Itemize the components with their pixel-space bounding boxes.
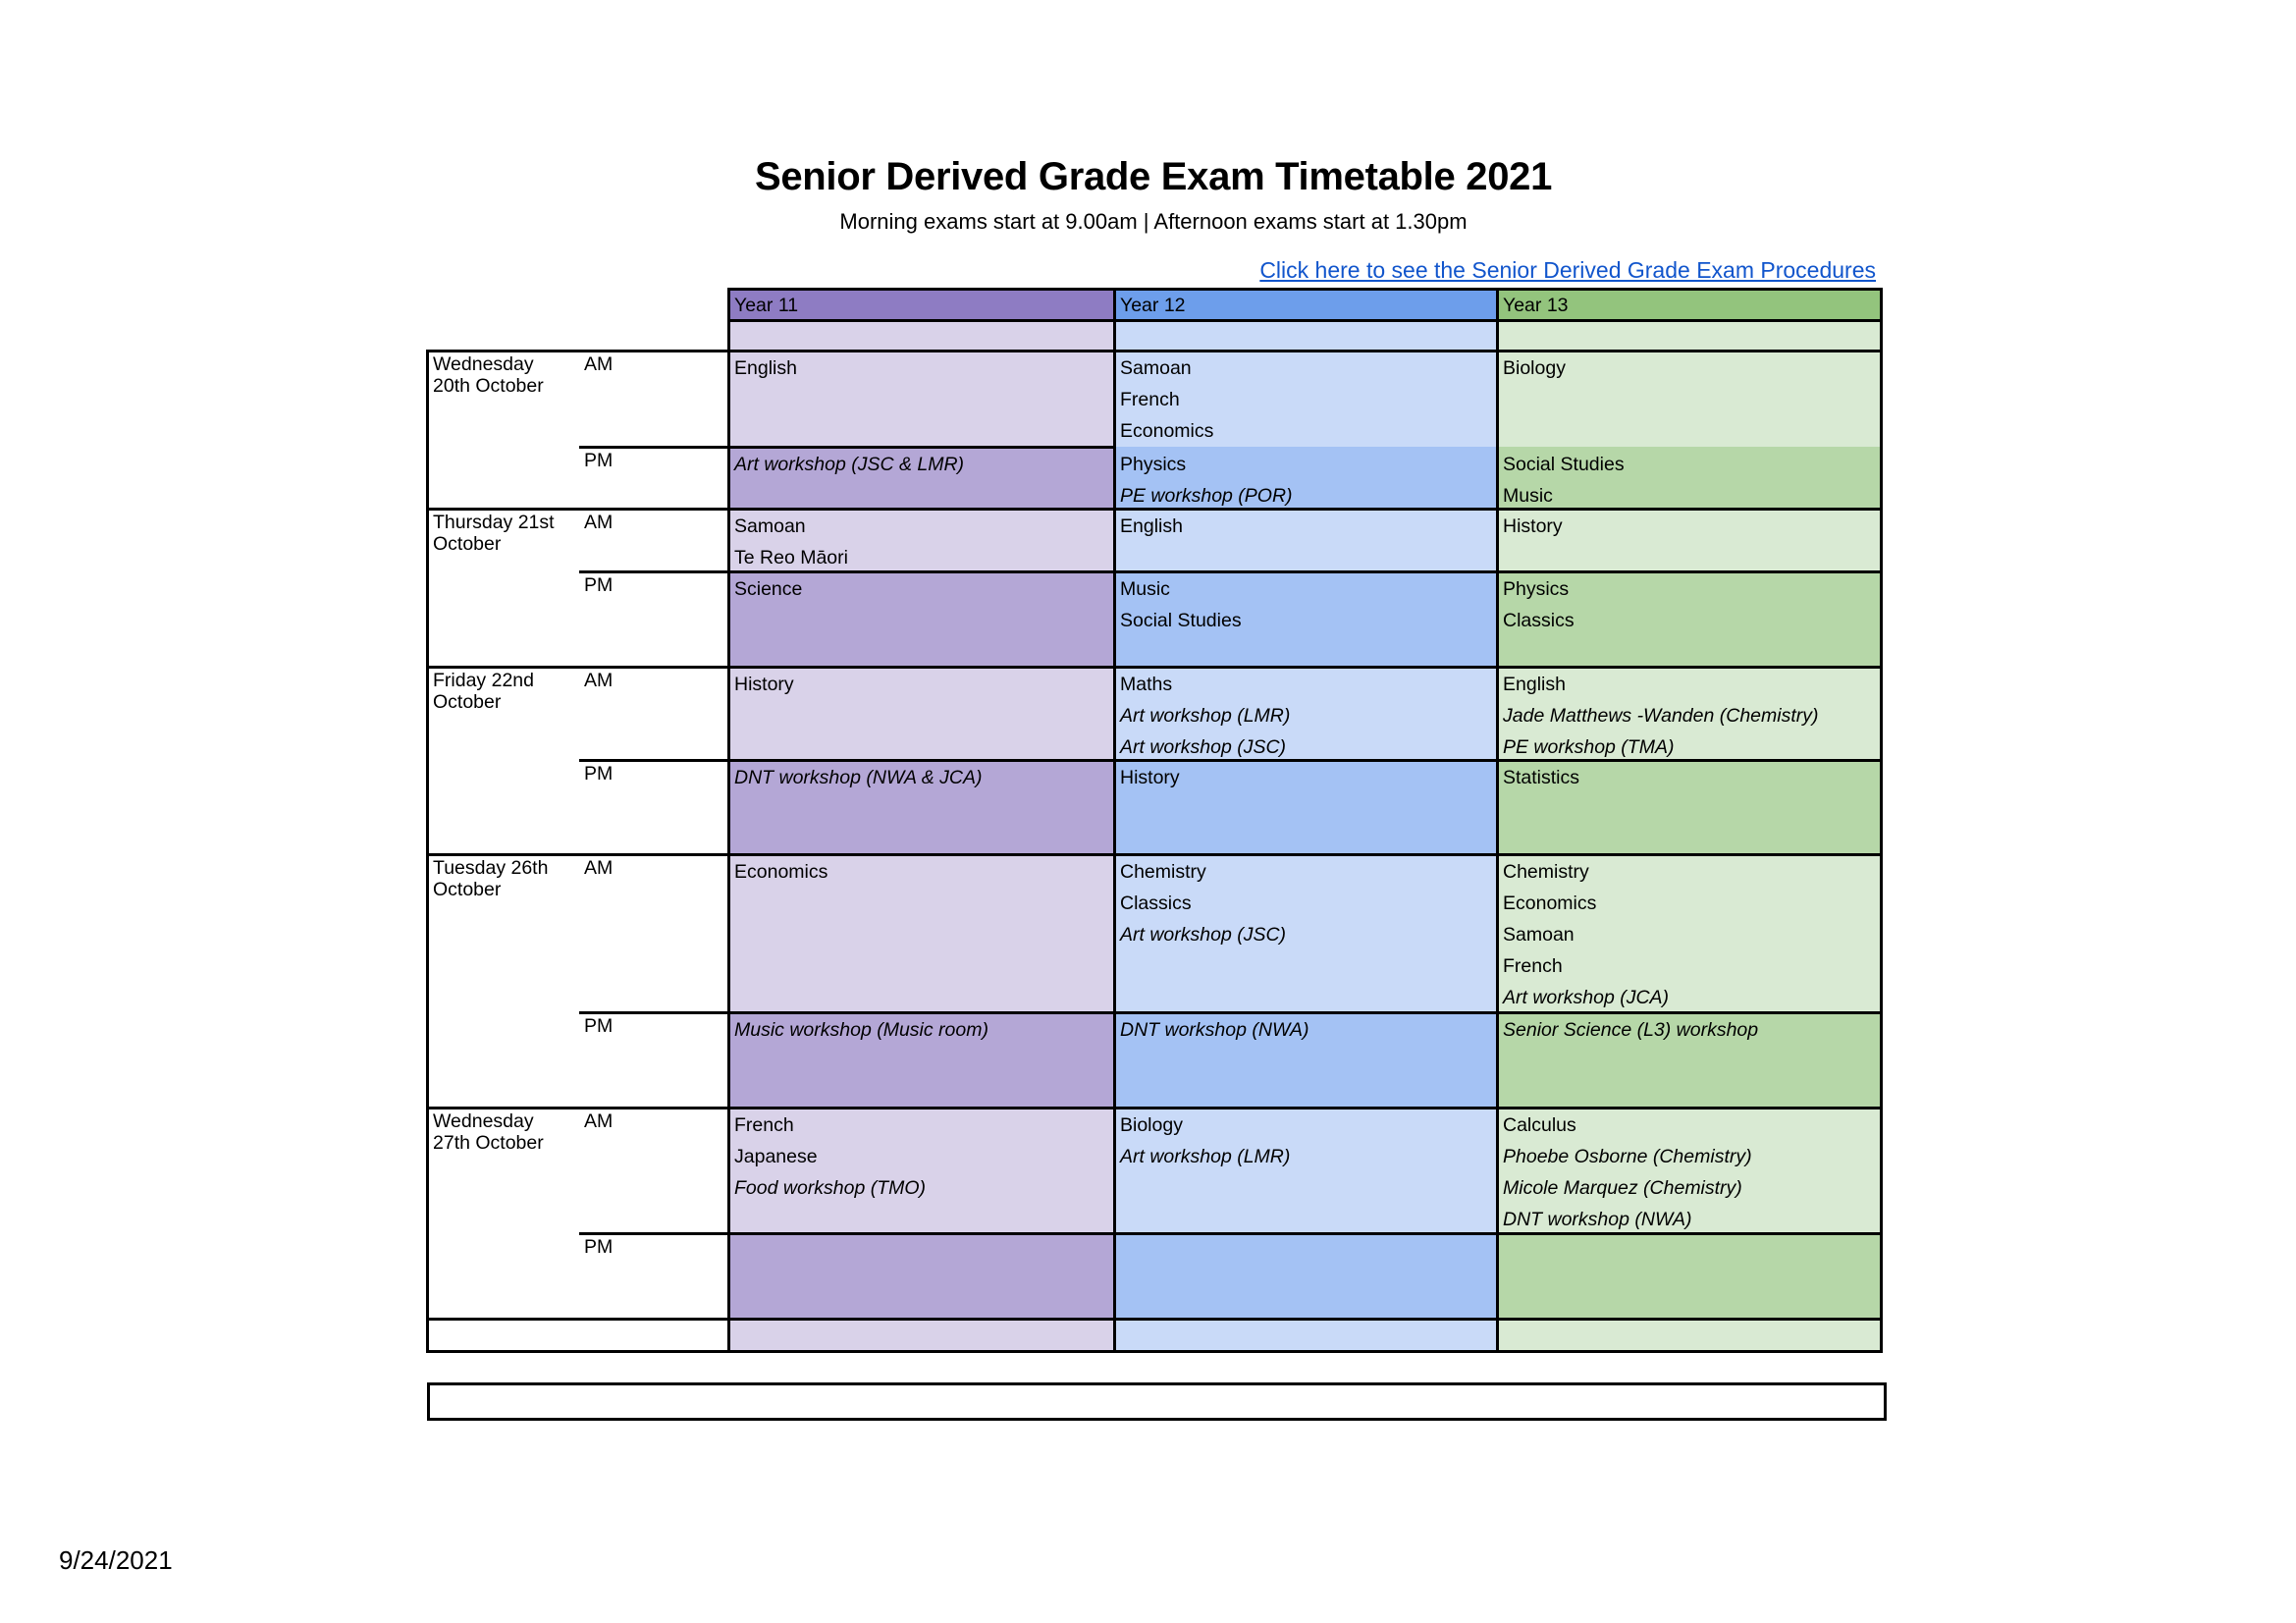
exam-cell-year11-pm xyxy=(728,1012,1114,1048)
exam-cell-year12-am xyxy=(1114,509,1497,544)
exam-entry: Art workshop (JSC) xyxy=(1120,924,1287,946)
grid-line xyxy=(579,570,1883,573)
exam-start-times: Morning exams start at 9.00am | Afternoon exams start at 1.30pm xyxy=(839,209,1468,234)
exam-entry: History xyxy=(1503,515,1563,537)
exam-entry: Samoan xyxy=(1503,924,1575,946)
exam-entry: Science xyxy=(734,578,803,600)
page-title: Senior Derived Grade Exam Timetable 2021 xyxy=(754,155,1553,198)
exam-cell-year12-pm xyxy=(1114,447,1497,514)
exam-entry: Art workshop (LMR) xyxy=(1120,705,1291,727)
exam-cell-year13-am xyxy=(1497,854,1881,1015)
exam-entry: Art workshop (JSC & LMR) xyxy=(734,454,965,475)
exam-entry: Samoan xyxy=(1120,357,1192,379)
slot-label-pm: PM xyxy=(584,450,614,471)
exam-entry: Music xyxy=(1503,485,1553,507)
slot-label-am: AM xyxy=(584,1110,614,1132)
exam-entry: French xyxy=(1120,389,1180,410)
exam-entry: PE workshop (POR) xyxy=(1120,485,1293,507)
exam-entry: Jade Matthews -Wanden (Chemistry) xyxy=(1503,705,1819,727)
day-label-line2: October xyxy=(433,691,502,713)
exam-cell-year12-am xyxy=(1114,854,1497,952)
exam-entry: DNT workshop (NWA) xyxy=(1120,1019,1309,1041)
exam-cell-year11-pm xyxy=(728,447,1114,482)
grid-line xyxy=(427,350,1883,352)
grid-line xyxy=(427,508,1883,511)
grid-line xyxy=(728,288,1883,291)
exam-entry: Music xyxy=(1120,578,1170,600)
exam-entry: French xyxy=(1503,955,1563,977)
exam-cell-year11-pm xyxy=(728,571,1114,607)
grid-line xyxy=(727,288,730,1353)
notes-box xyxy=(427,1382,1887,1421)
grid-line xyxy=(427,853,1883,856)
grid-line xyxy=(1880,288,1883,1353)
day-label xyxy=(433,1110,544,1154)
exam-entry: Physics xyxy=(1120,454,1187,475)
day-label-line1: Thursday 21st xyxy=(433,512,555,533)
day-label xyxy=(433,353,544,397)
grid-line xyxy=(579,1011,1883,1014)
day-label-line2: October xyxy=(433,533,502,555)
exam-entry: Statistics xyxy=(1503,767,1580,788)
day-label xyxy=(433,670,534,713)
day-label-line1: Friday 22nd xyxy=(433,670,534,691)
slot-label-pm: PM xyxy=(584,1015,614,1037)
cell-bg xyxy=(1497,1233,1881,1319)
blank-row-cell xyxy=(1114,1319,1497,1351)
exam-entry: Te Reo Māori xyxy=(734,547,848,568)
exam-entry: Economics xyxy=(734,861,828,883)
blank-row-cell xyxy=(728,320,1114,351)
exam-entry: Classics xyxy=(1503,610,1575,631)
exam-entry: History xyxy=(734,674,794,695)
exam-cell-year12-pm xyxy=(1114,760,1497,795)
exam-entry: Art workshop (LMR) xyxy=(1120,1146,1291,1167)
blank-row-cell xyxy=(1497,1319,1881,1351)
exam-cell-year13-pm xyxy=(1497,1012,1881,1048)
exam-entry: Maths xyxy=(1120,674,1173,695)
exam-cell-year11-am xyxy=(728,854,1114,890)
exam-entry: Art workshop (JSC) xyxy=(1120,736,1287,758)
print-date: 9/24/2021 xyxy=(59,1545,173,1575)
day-label-line2: 20th October xyxy=(433,375,544,397)
slot-label-pm: PM xyxy=(584,574,614,596)
exam-entry: Biology xyxy=(1503,357,1566,379)
day-label-line2: 27th October xyxy=(433,1132,544,1154)
grid-line xyxy=(426,350,429,1353)
day-label-line2: October xyxy=(433,879,502,900)
slot-label-am: AM xyxy=(584,857,614,879)
day-label-line1: Wednesday xyxy=(433,1110,534,1132)
grid-line xyxy=(1113,288,1116,1353)
exam-entry: English xyxy=(1503,674,1566,695)
day-label xyxy=(433,512,555,555)
slot-label-pm: PM xyxy=(584,1236,614,1258)
exam-entry: DNT workshop (NWA & JCA) xyxy=(734,767,983,788)
slot-label-pm: PM xyxy=(584,763,614,784)
exam-entry: English xyxy=(1120,515,1183,537)
exam-entry: Physics xyxy=(1503,578,1570,600)
exam-cell-year12-pm xyxy=(1114,1012,1497,1048)
exam-entry: Classics xyxy=(1120,893,1192,914)
blank-row-cell xyxy=(1114,320,1497,351)
day-label-line1: Tuesday 26th xyxy=(433,857,549,879)
cell-bg xyxy=(1114,1233,1497,1319)
exam-entry: English xyxy=(734,357,797,379)
exam-entry: Phoebe Osborne (Chemistry) xyxy=(1503,1146,1752,1167)
grid-line xyxy=(579,1232,1883,1235)
exam-entry: Economics xyxy=(1503,893,1597,914)
column-header-year13: Year 13 xyxy=(1503,295,1569,316)
exam-cell-year12-am xyxy=(1114,667,1497,765)
exam-entry: Food workshop (TMO) xyxy=(734,1177,927,1199)
exam-entry: Japanese xyxy=(734,1146,818,1167)
exam-cell-year11-am xyxy=(728,667,1114,702)
exam-cell-year13-pm xyxy=(1497,760,1881,795)
exam-entry: Art workshop (JCA) xyxy=(1503,987,1670,1008)
exam-cell-year12-am xyxy=(1114,351,1497,449)
slot-label-am: AM xyxy=(584,353,614,375)
blank-row-cell xyxy=(1497,320,1881,351)
exam-entry: Social Studies xyxy=(1503,454,1625,475)
exam-entry: Chemistry xyxy=(1120,861,1206,883)
exam-entry: DNT workshop (NWA) xyxy=(1503,1209,1692,1230)
exam-entry: Samoan xyxy=(734,515,806,537)
day-label-line1: Wednesday xyxy=(433,353,534,375)
exam-entry: Senior Science (L3) workshop xyxy=(1503,1019,1759,1041)
exam-entry: History xyxy=(1120,767,1180,788)
exam-cell-year13-am xyxy=(1497,1108,1881,1237)
column-header-year12: Year 12 xyxy=(1120,295,1186,316)
day-label xyxy=(433,857,548,900)
exam-entry: Micole Marquez (Chemistry) xyxy=(1503,1177,1742,1199)
exam-entry: Biology xyxy=(1120,1114,1183,1136)
grid-line xyxy=(427,1350,1883,1353)
exam-cell-year11-am xyxy=(728,509,1114,575)
exam-cell-year13-am xyxy=(1497,509,1881,544)
grid-line xyxy=(427,1107,1883,1109)
exam-cell-year13-am xyxy=(1497,351,1881,386)
grid-line xyxy=(579,446,1116,449)
exam-cell-year11-am xyxy=(728,351,1114,386)
blank-row-cell xyxy=(728,1319,1114,1351)
procedures-link[interactable]: Click here to see the Senior Derived Grade Exam Procedures xyxy=(1259,257,1876,283)
slot-label-am: AM xyxy=(584,670,614,691)
exam-entry: French xyxy=(734,1114,794,1136)
slot-label-am: AM xyxy=(584,512,614,533)
exam-cell-year12-am xyxy=(1114,1108,1497,1174)
exam-cell-year13-pm xyxy=(1497,571,1881,638)
exam-entry: Music workshop (Music room) xyxy=(734,1019,988,1041)
exam-entry: Chemistry xyxy=(1503,861,1589,883)
exam-cell-year13-pm xyxy=(1497,447,1881,514)
exam-cell-year12-pm xyxy=(1114,571,1497,638)
exam-entry: Calculus xyxy=(1503,1114,1576,1136)
grid-line xyxy=(427,1318,1883,1321)
grid-line xyxy=(427,666,1883,669)
exam-entry: PE workshop (TMA) xyxy=(1503,736,1675,758)
cell-bg xyxy=(728,1233,1114,1319)
exam-cell-year11-pm xyxy=(728,760,1114,795)
grid-line xyxy=(728,319,1883,322)
exam-cell-year13-am xyxy=(1497,667,1881,765)
column-header-year11: Year 11 xyxy=(734,295,799,316)
grid-line xyxy=(1496,288,1499,1353)
grid-line xyxy=(579,759,1883,762)
exam-entry: Social Studies xyxy=(1120,610,1242,631)
exam-entry: Economics xyxy=(1120,420,1214,442)
exam-cell-year11-am xyxy=(728,1108,1114,1206)
